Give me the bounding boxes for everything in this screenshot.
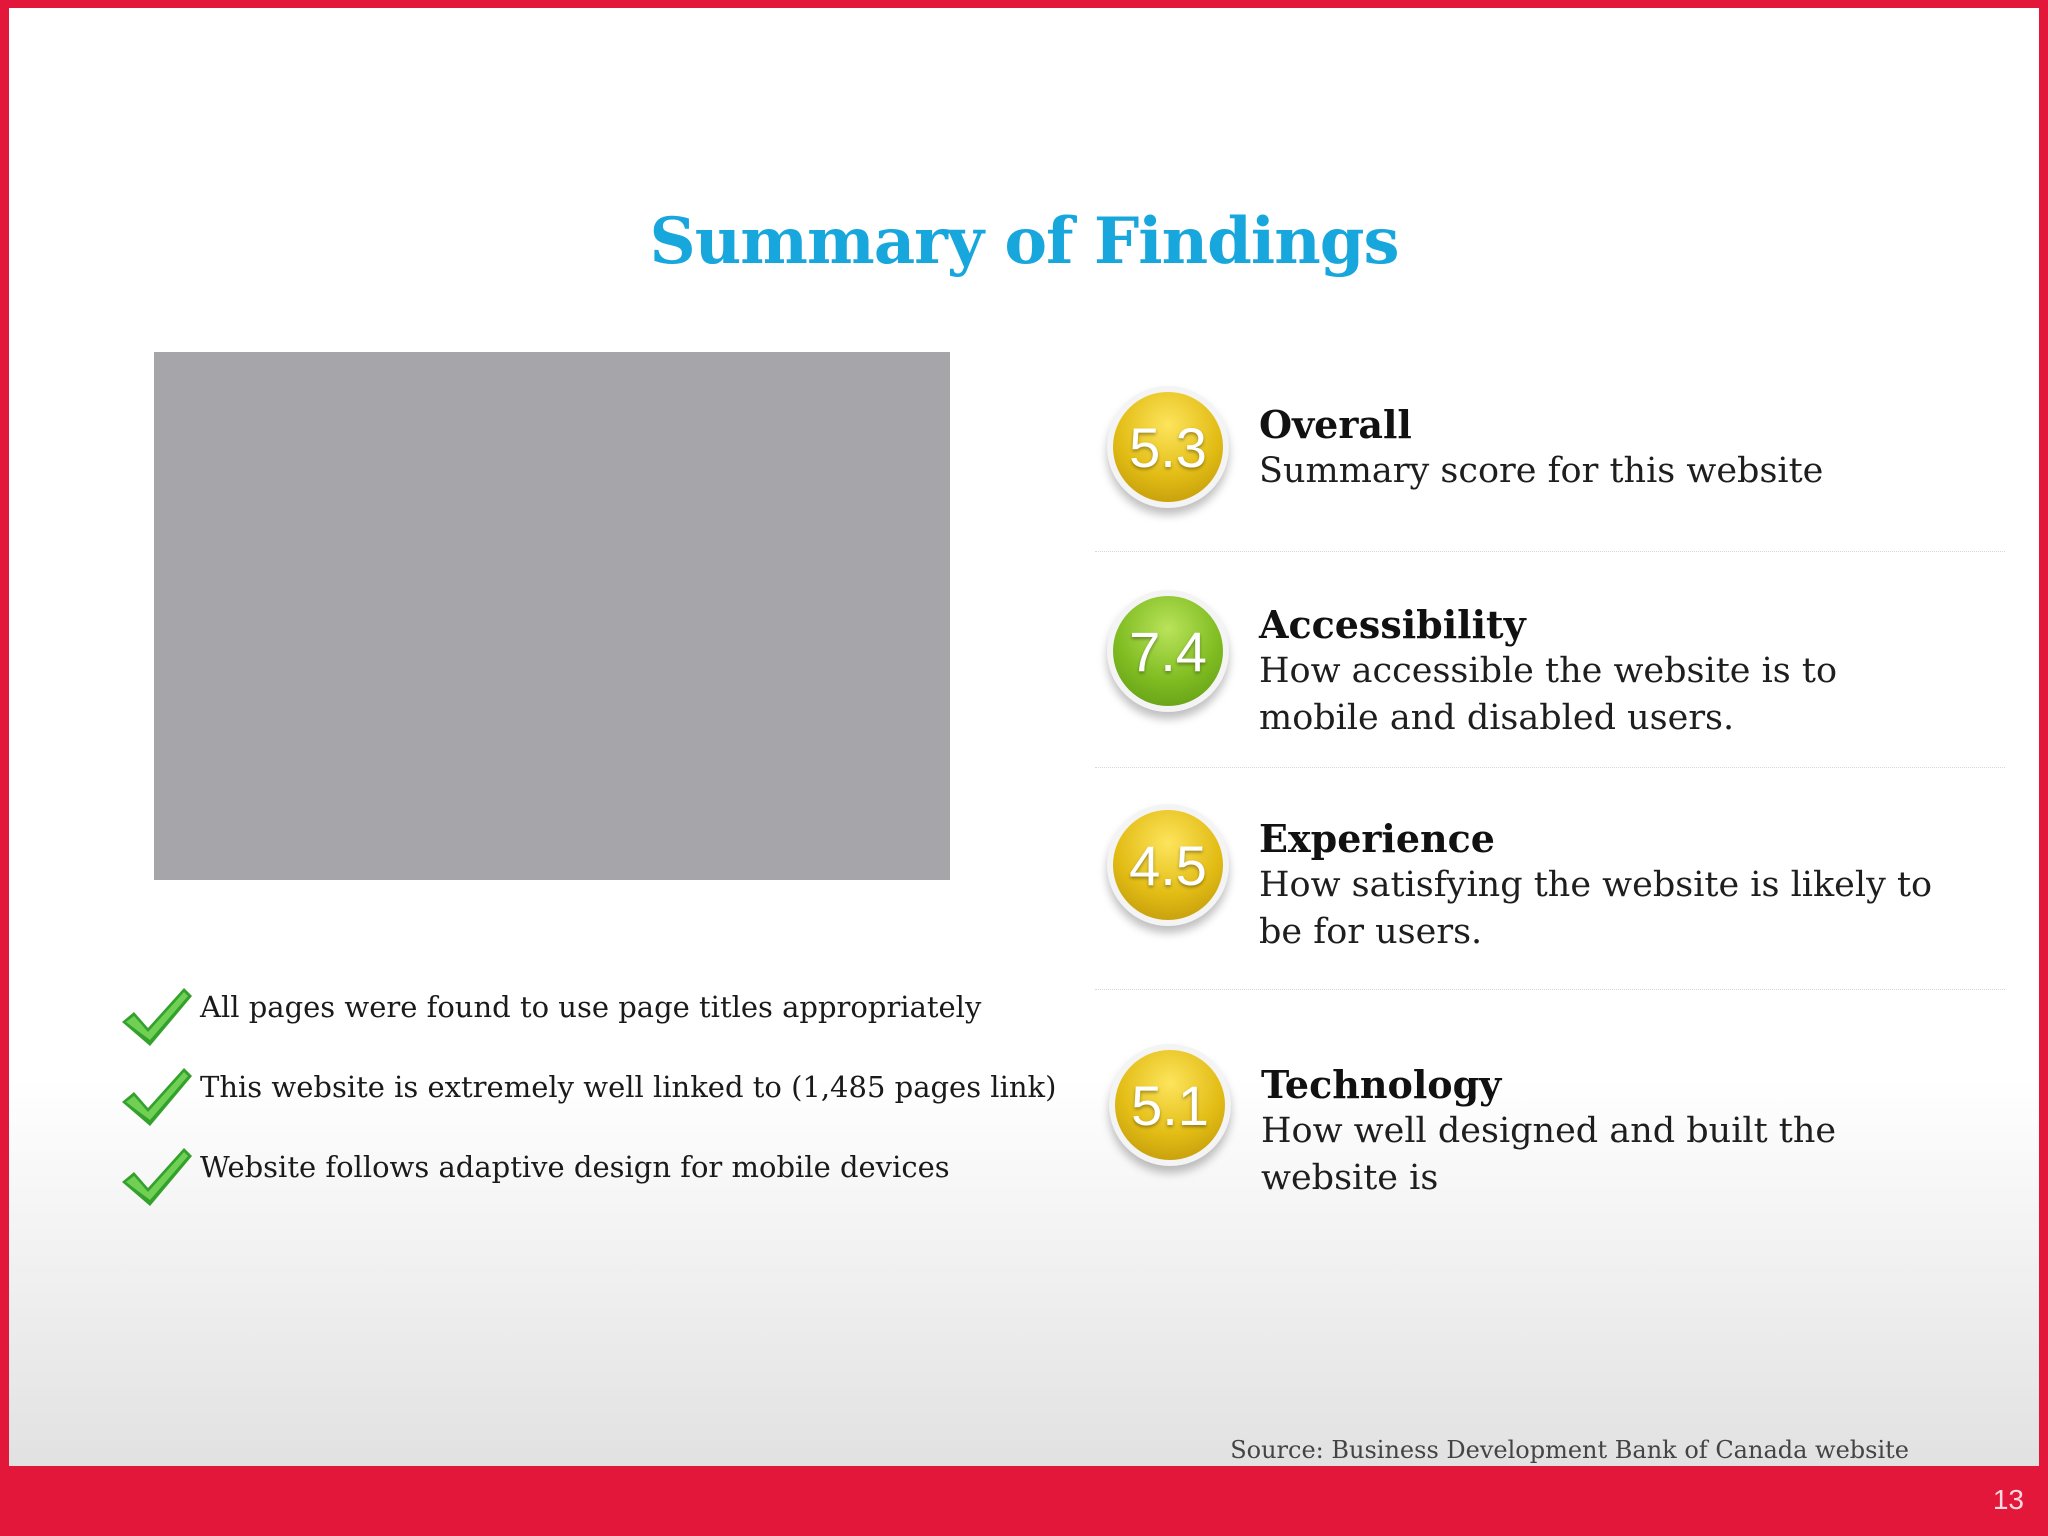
checklist-item-text: This website is extremely well linked to (1,485 pages link)	[200, 1070, 1057, 1104]
score-label: Technology	[1261, 1062, 1502, 1107]
score-badge	[1107, 590, 1229, 712]
score-text	[1259, 816, 1959, 956]
checkmark-icon	[116, 1064, 196, 1134]
score-text	[1259, 602, 1959, 742]
source-note: Source: Business Development Bank of Canada website	[1230, 1436, 1909, 1464]
score-value: 5.1	[1115, 1050, 1225, 1160]
footer-bar	[0, 1466, 2048, 1536]
score-row-overall	[1095, 384, 2005, 552]
score-value: 4.5	[1113, 810, 1223, 920]
score-row-accessibility	[1095, 552, 2005, 768]
score-description: How satisfying the website is likely to be for users.	[1259, 865, 1933, 952]
score-list	[1095, 384, 2005, 1230]
findings-checklist	[116, 990, 1076, 1230]
score-description: How accessible the website is to mobile and disabled users.	[1259, 651, 1838, 738]
score-badge	[1107, 386, 1229, 508]
checklist-item	[116, 1150, 1076, 1230]
checkmark-icon	[116, 984, 196, 1054]
score-badge	[1109, 1044, 1231, 1166]
score-label: Experience	[1259, 816, 1495, 861]
checklist-item-text: Website follows adaptive design for mobile devices	[200, 1150, 950, 1184]
checklist-item-text: All pages were found to use page titles appropriately	[200, 990, 982, 1024]
score-value: 5.3	[1113, 392, 1223, 502]
score-label: Accessibility	[1259, 602, 1526, 647]
score-description: How well designed and built the website is	[1261, 1111, 1837, 1198]
score-description: Summary score for this website	[1259, 451, 1824, 491]
slide-title: Summary of Findings	[649, 204, 1399, 279]
score-label: Overall	[1259, 402, 1412, 447]
checkmark-icon	[116, 1144, 196, 1214]
score-row-experience	[1095, 768, 2005, 990]
score-row-technology	[1095, 990, 2005, 1230]
score-text	[1259, 402, 1959, 495]
image-placeholder	[154, 352, 950, 880]
score-value: 7.4	[1113, 596, 1223, 706]
checklist-item	[116, 990, 1076, 1070]
checklist-item	[116, 1070, 1076, 1150]
page-number: 13	[1992, 1484, 2024, 1515]
score-text	[1261, 1062, 1961, 1202]
score-badge	[1107, 804, 1229, 926]
